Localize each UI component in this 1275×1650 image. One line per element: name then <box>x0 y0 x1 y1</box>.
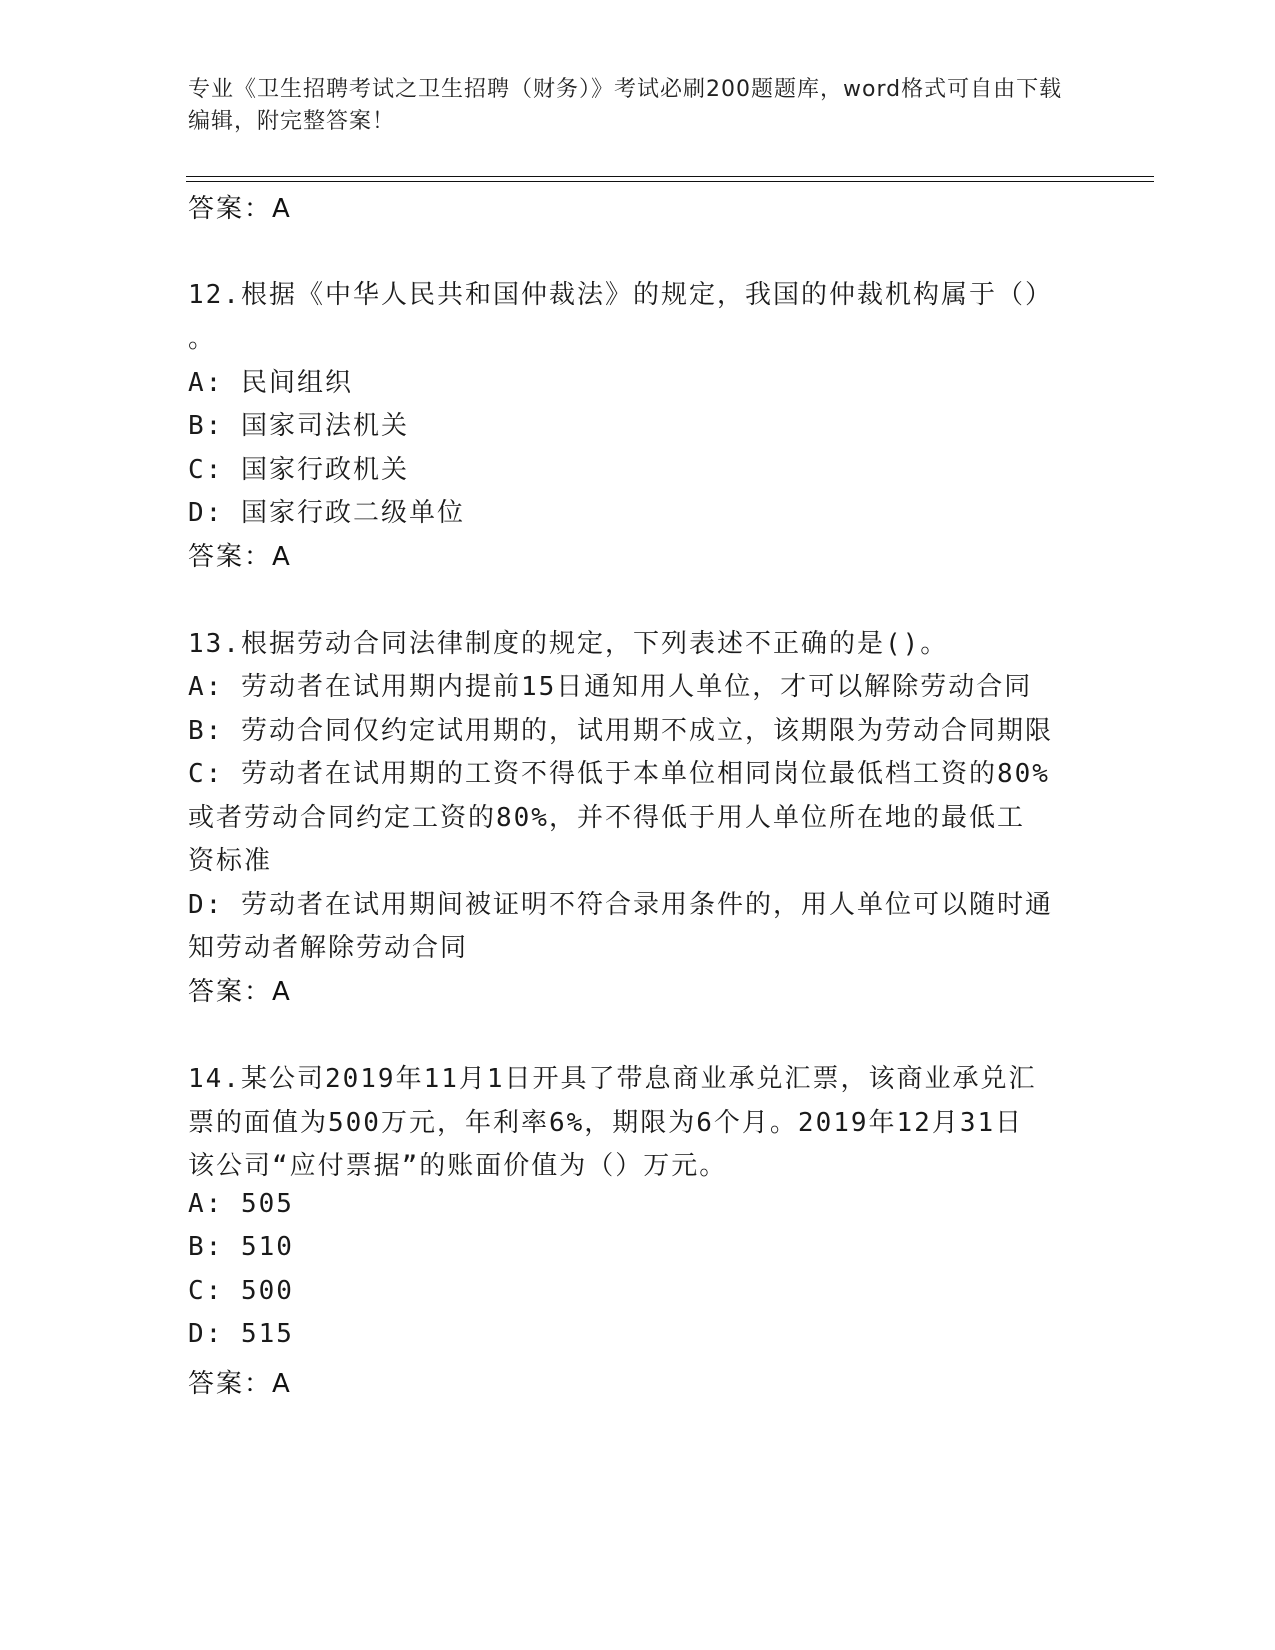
question-12-answer: 答案：A <box>188 542 292 572</box>
question-13-option-b: B: 劳动合同仅约定试用期的，试用期不成立，该期限为劳动合同期限 <box>188 716 1053 746</box>
question-12-option-b: B: 国家司法机关 <box>188 411 409 441</box>
document-header: 专业《卫生招聘考试之卫生招聘（财务）》考试必刷200题题库，word格式可自由下载编辑，附完整答案！ <box>188 77 1063 134</box>
header-divider-bottom <box>186 181 1154 182</box>
question-13-option-d-line-1: D: 劳动者在试用期间被证明不符合录用条件的，用人单位可以随时通 <box>188 890 1053 920</box>
answer-line: 答案：A <box>188 194 292 224</box>
question-13-option-a: A: 劳动者在试用期内提前15日通知用人单位，才可以解除劳动合同 <box>188 672 1033 702</box>
question-14-stem-line-1: 14.某公司2019年11月1日开具了带息商业承兑汇票，该商业承兑汇 <box>188 1064 1037 1094</box>
question-14-stem-line-2: 票的面值为500万元，年利率6%，期限为6个月。2019年12月31日 <box>188 1108 1024 1138</box>
question-14-stem-line-3: 该公司“应付票据”的账面价值为（）万元。 <box>188 1151 728 1181</box>
question-12-stem-line-2: 。 <box>188 324 217 354</box>
question-14-option-d: D: 515 <box>188 1319 294 1349</box>
question-14-answer: 答案：A <box>188 1369 292 1399</box>
question-12-option-c: C: 国家行政机关 <box>188 455 409 485</box>
question-12-stem-line-1: 12.根据《中华人民共和国仲裁法》的规定，我国的仲裁机构属于（） <box>188 280 1053 310</box>
question-13-option-d-line-2: 知劳动者解除劳动合同 <box>188 933 469 963</box>
question-14-option-b: B: 510 <box>188 1232 294 1262</box>
question-13-answer: 答案：A <box>188 977 292 1007</box>
question-12-option-d: D: 国家行政二级单位 <box>188 498 465 528</box>
question-13-option-c-line-1: C: 劳动者在试用期的工资不得低于本单位相同岗位最低档工资的80% <box>188 759 1050 789</box>
question-13-option-c-line-2: 或者劳动合同约定工资的80%，并不得低于用人单位所在地的最低工 <box>188 803 1025 833</box>
question-14-option-c: C: 500 <box>188 1276 294 1306</box>
question-13-option-c-line-3: 资标准 <box>188 846 273 876</box>
header-divider-top <box>186 176 1154 177</box>
question-13-stem: 13.根据劳动合同法律制度的规定，下列表述不正确的是()。 <box>188 629 949 659</box>
question-12-option-a: A: 民间组织 <box>188 368 353 398</box>
question-14-option-a: A: 505 <box>188 1189 294 1219</box>
